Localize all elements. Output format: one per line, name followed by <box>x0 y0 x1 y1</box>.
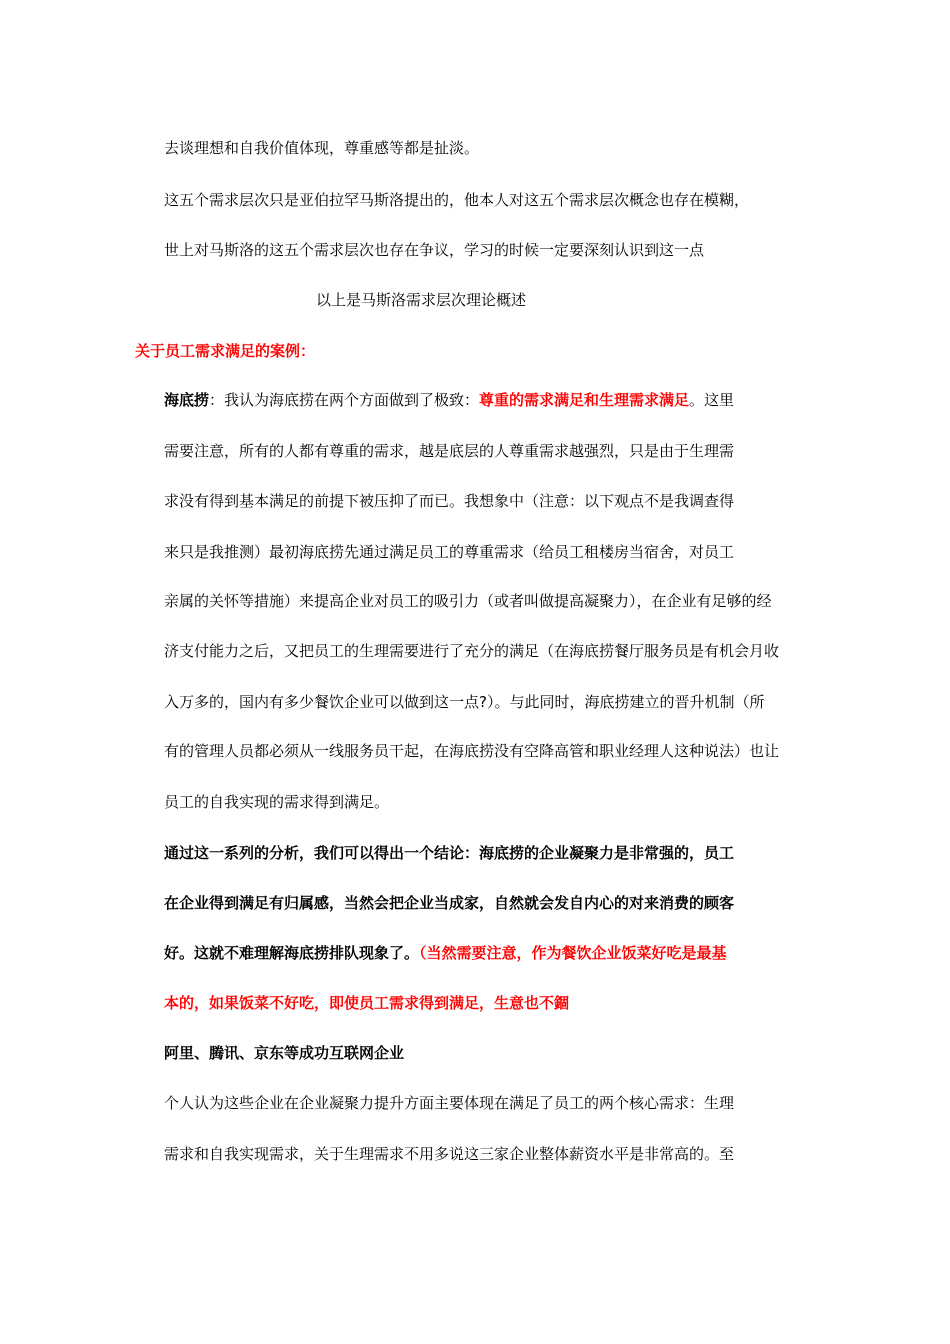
conclusion-line: 通过这一系列的分析，我们可以得出一个结论：海底捞的企业凝聚力是非常强的，员工 <box>164 844 735 862</box>
highlight-text: （当然需要注意，作为餐饮企业饭菜好吃是最基 <box>419 944 727 962</box>
highlight-text: 尊重的需求满足和生理需求满足 <box>479 391 690 409</box>
conclusion-line: 在企业得到满足有归属感，当然会把企业当成家，自然就会发自内心的对来消费的顾客 <box>164 894 735 912</box>
paragraph-line: 员工的自我实现的需求得到满足。 <box>164 793 390 811</box>
summary-line: 以上是马斯洛需求层次理论概述 <box>316 291 527 309</box>
inline-text: 好。这就不难理解海底捞排队现象了。 <box>164 944 420 962</box>
paragraph-line: 济支付能力之后，又把员工的生理需要进行了充分的满足（在海底捞餐厅服务员是有机会月收 <box>164 642 780 660</box>
paragraph-line: 这五个需求层次只是亚伯拉罕马斯洛提出的，他本人对这五个需求层次概念也存在模糊， <box>164 191 750 209</box>
paragraph-line: 求没有得到基本满足的前提下被压抑了而已。我想象中（注意：以下观点不是我调查得 <box>164 492 735 510</box>
paragraph-line: 来只是我推测）最初海底捞先通过满足员工的尊重需求（给员工租楼房当宿舍，对员工 <box>164 543 735 561</box>
paragraph-line: 需要注意，所有的人都有尊重的需求，越是底层的人尊重需求越强烈，只是由于生理需 <box>164 442 735 460</box>
paragraph-line: 世上对马斯洛的这五个需求层次也存在争议，学习的时候一定要深刻认识到这一点 <box>164 241 705 259</box>
inline-text: ：我认为海底捞在两个方面做到了极致： <box>209 391 480 409</box>
subsection-heading: 阿里、腾讯、京东等成功互联网企业 <box>164 1044 405 1062</box>
inline-text: 。这里 <box>689 391 735 409</box>
paragraph-line-mixed <box>164 390 734 410</box>
highlight-line: 本的，如果饭菜不好吃，即使员工需求得到满足，生意也不錮 <box>164 994 570 1012</box>
paragraph-line: 入万多的，国内有多少餐饮企业可以做到这一点?）。与此同时，海底捞建立的晋升机制（所 <box>164 693 765 711</box>
conclusion-line-mixed <box>164 943 727 963</box>
paragraph-line: 去谈理想和自我价值体现，尊重感等都是扯淡。 <box>164 139 480 157</box>
paragraph-line: 亲属的关怀等措施）来提高企业对员工的吸引力（或者叫做提高凝聚力），在企业有足够的经 <box>164 592 772 610</box>
paragraph-line: 需求和自我实现需求，关于生理需求不用多说这三家企业整体薪资水平是非常高的。至 <box>164 1145 735 1163</box>
paragraph-line: 个人认为这些企业在企业凝聚力提升方面主要体现在满足了员工的两个核心需求：生理 <box>164 1094 735 1112</box>
company-name-bold: 海底捞 <box>164 391 210 409</box>
section-heading: 关于员工需求满足的案例： <box>135 342 316 360</box>
paragraph-line: 有的管理人员都必须从一线服务员干起，在海底捞没有空降高管和职业经理人这种说法）也让 <box>164 742 780 760</box>
